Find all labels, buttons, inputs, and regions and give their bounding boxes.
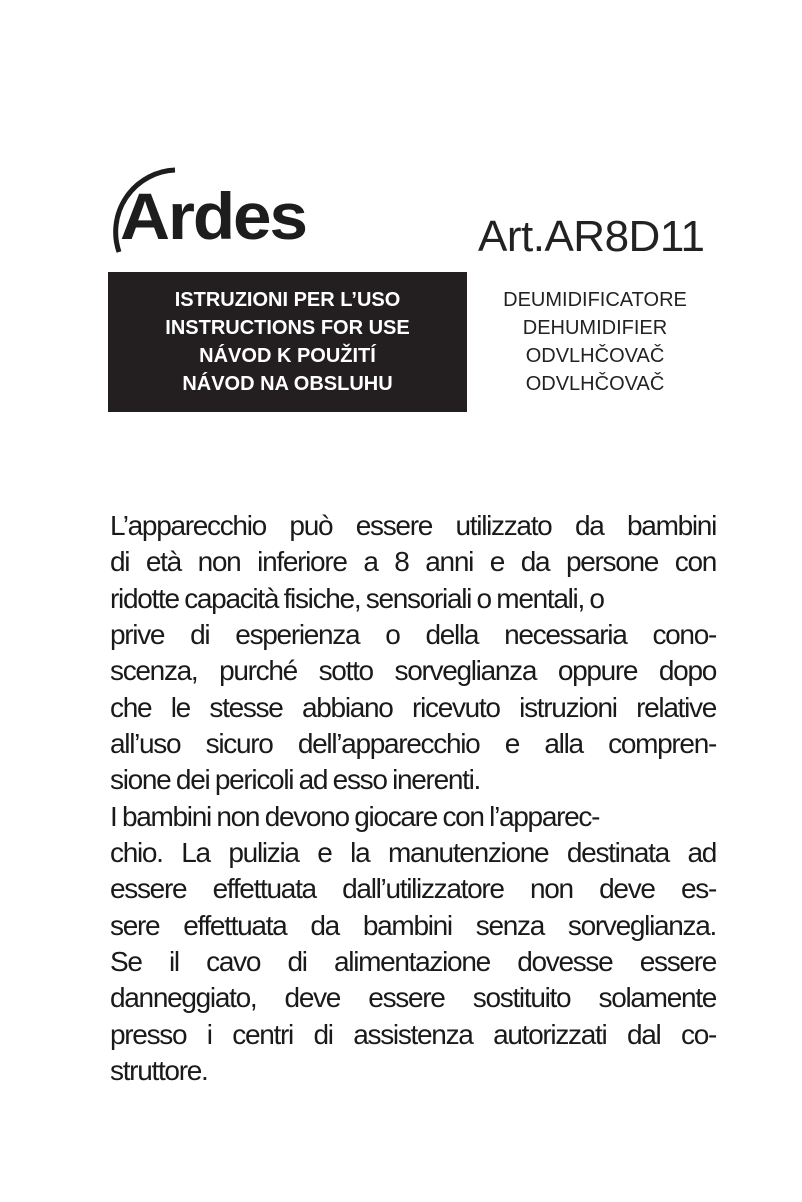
instructions-title-en: INSTRUCTIONS FOR USE	[165, 317, 410, 339]
text-line: danneggiato, deve essere sostituito solamente	[110, 982, 716, 1014]
brand-logo: Ardes	[120, 179, 306, 253]
text-line: sione dei pericoli ad esso inerenti.	[110, 764, 481, 796]
safety-warning-text	[110, 508, 716, 1090]
article-number: Art.AR8D11	[478, 212, 705, 261]
text-line: scenza, purché sotto sorveglianza oppure dopo	[110, 655, 716, 687]
text-line: sere effettuata da bambini senza sorveglianza.	[110, 909, 716, 941]
text-line: all’uso sicuro dell’apparecchio e alla compren-	[110, 728, 716, 760]
text-line: di età non inferiore a 8 anni e da persone con	[110, 546, 716, 578]
text-line: chio. La pulizia e la manutenzione destinata ad	[110, 837, 716, 869]
product-name-cz: ODVLHČOVAČ	[525, 345, 665, 367]
instructions-title-cz: NÁVOD K POUŽITÍ	[199, 345, 376, 367]
text-line: prive di esperienza o della necessaria cono-	[110, 619, 716, 651]
product-names	[470, 286, 720, 398]
instructions-title-box	[108, 272, 467, 412]
text-line: presso i centri di assistenza autorizzati dal co-	[110, 1018, 716, 1050]
text-line: Se il cavo di alimentazione dovesse essere	[110, 946, 716, 978]
product-name-it: DEUMIDIFICATORE	[503, 289, 687, 311]
text-line: struttore.	[110, 1055, 208, 1087]
text-line: essere effettuata dall’utilizzatore non deve es-	[110, 873, 716, 905]
text-line: ridotte capacità fisiche, sensoriali o mentali, o	[110, 582, 604, 614]
text-line: che le stesse abbiano ricevuto istruzioni relative	[110, 691, 716, 723]
product-name-en: DEHUMIDIFIER	[522, 317, 668, 339]
instructions-title-it: ISTRUZIONI PER L’USO	[174, 289, 401, 311]
product-name-sk: ODVLHČOVAČ	[525, 373, 665, 395]
text-line: L’apparecchio può essere utilizzato da bambini	[110, 510, 716, 541]
text-line: I bambini non devono giocare con l’apparec-	[110, 800, 600, 832]
instructions-title-sk: NÁVOD NA OBSLUHU	[182, 373, 393, 395]
